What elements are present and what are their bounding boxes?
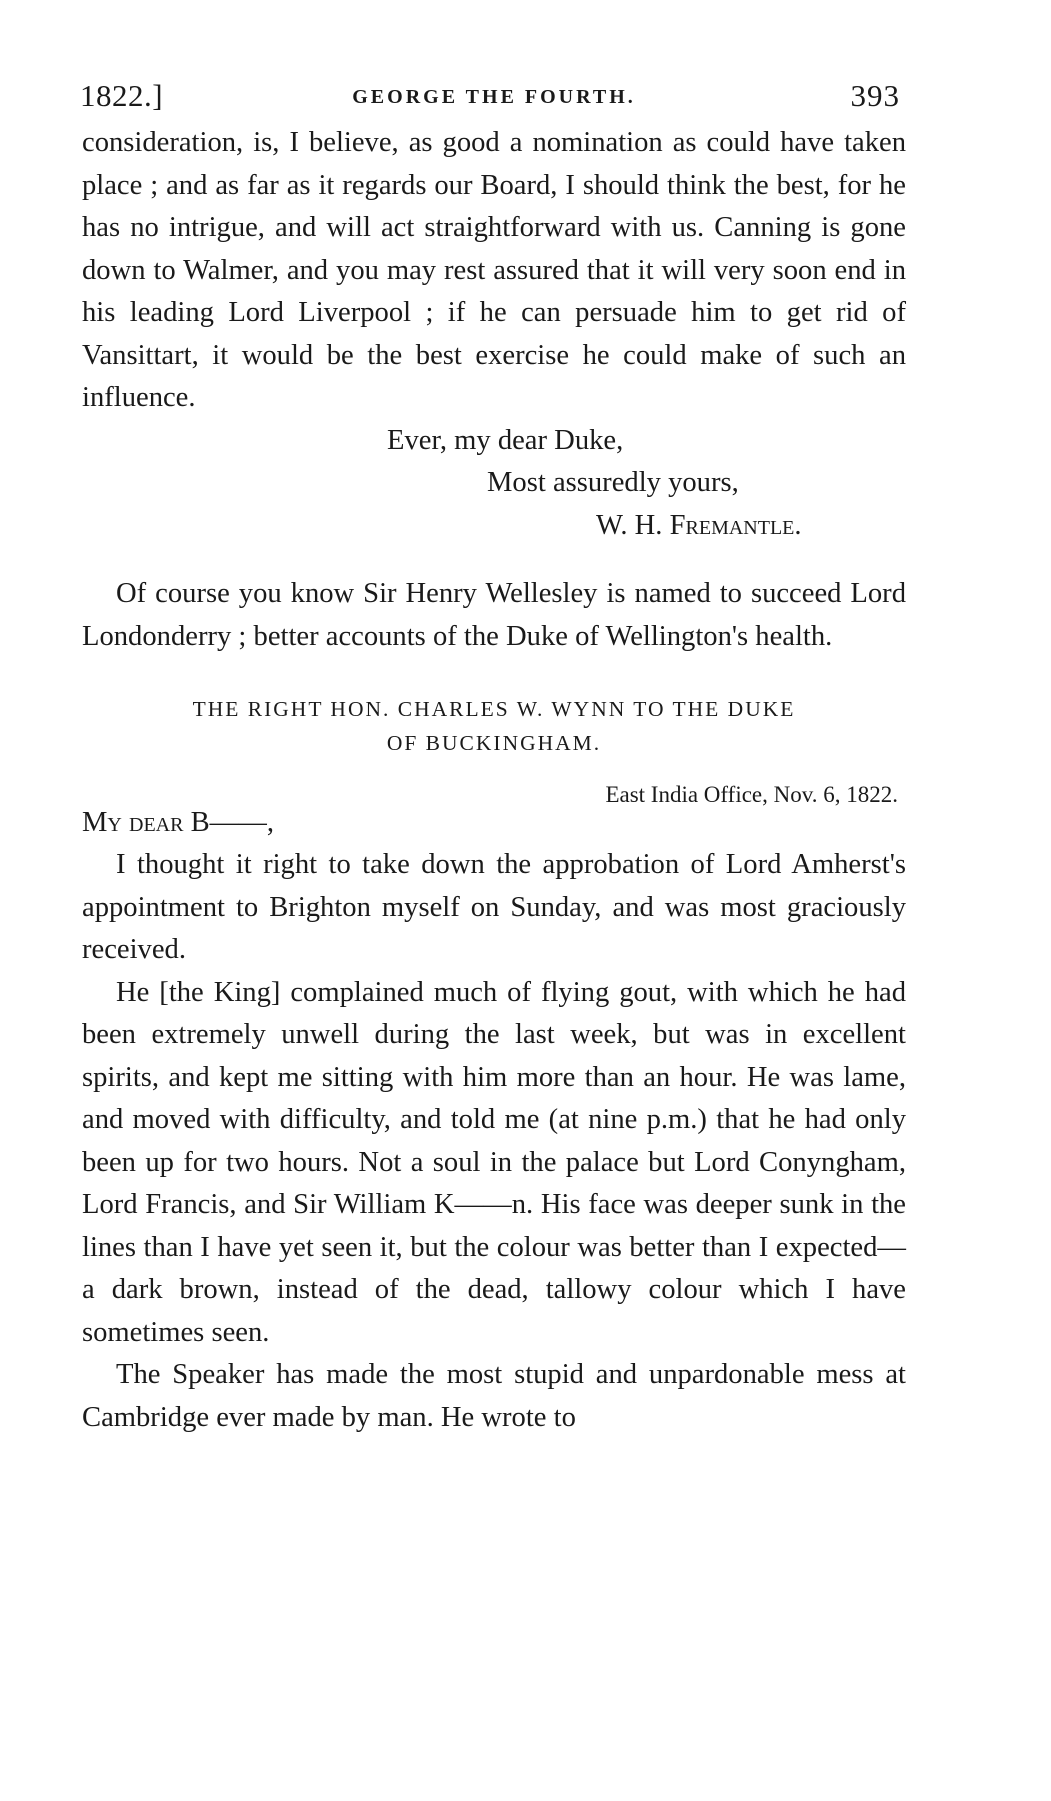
salutation: My dear B——,: [82, 807, 275, 838]
letter-paragraph: The Speaker has made the most stupid and unpardonable mess at Cambridge ever made by man. He wrote to: [82, 1359, 906, 1433]
running-head-title: GEORGE THE FOURTH.: [352, 86, 636, 108]
letter-paragraph: consideration, is, I believe, as good a nomination as could have taken place ; and as far as it regards our Board, I should think the best, for he has no intrigue, and will act straightforward with us. Canning is gone down to Walmer, and you may rest assured that it will very soon end in his leading Lord Liverpool ; if he can persuade him to get rid of Vansittart, it would be the best exercise he could make of such an influence.: [82, 127, 906, 413]
letter-heading: [82, 692, 906, 760]
letter-heading-line: THE RIGHT HON. CHARLES W. WYNN TO THE DUKE: [192, 697, 796, 721]
letter-body: [82, 844, 906, 1439]
dateline: East India Office, Nov. 6, 1822.: [605, 782, 898, 807]
letter-heading-line: OF BUCKINGHAM.: [386, 731, 602, 755]
letter-paragraph: He [the King] complained much of flying gout, with which he had been extremely unwell during the last week, but was in excellent spirits, and kept me sitting with him more than an hour. He was lame, and moved with difficulty, and told me (at nine p.m.) that he had only been up for two hours. Not a soul in the palace but Lord Conyngham, Lord Francis, and Sir William K——n. His face was deeper sunk in the lines than I have yet seen it, but the colour was better than I expected—a dark brown, instead of the dead, tallowy colour which I have sometimes seen.: [82, 976, 906, 1348]
letter-closing: [82, 420, 906, 548]
closing-line: Ever, my dear Duke,: [387, 424, 624, 456]
letter-ending: [82, 122, 906, 420]
postscript: [82, 573, 906, 658]
letter-paragraph: I thought it right to take down the approbation of Lord Amherst's appointment to Brighton myself on Sunday, and was most graciously received.: [82, 849, 906, 965]
page-number: 393: [850, 78, 900, 113]
postscript-paragraph: Of course you know Sir Henry Wellesley is named to succeed Lord Londonderry ; better accounts of the Duke of Wellington's health.: [82, 578, 906, 652]
closing-line: Most assuredly yours,: [487, 467, 739, 498]
signature: W. H. Fremantle.: [596, 509, 802, 541]
book-page: [82, 78, 906, 1439]
running-head-year: 1822.]: [80, 78, 164, 113]
running-head: [82, 78, 906, 122]
